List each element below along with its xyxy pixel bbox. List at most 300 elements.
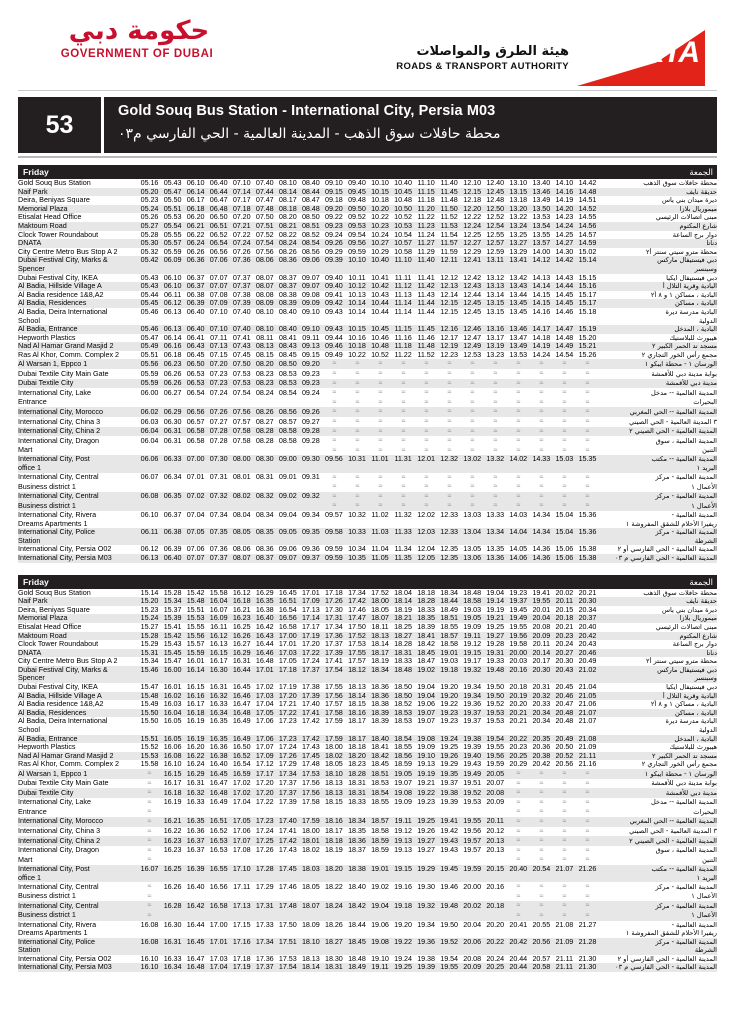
wavy-dash-icon: ≈≈	[447, 492, 451, 500]
spacer-cell	[392, 946, 415, 955]
spacer-cell	[530, 674, 553, 683]
departure-time: 19.38	[438, 788, 461, 798]
departure-time: 12.49	[461, 342, 484, 351]
stop-name-arabic: البادية مدرسة ديرة	[665, 717, 717, 726]
table-row	[18, 248, 717, 257]
departure-time: 19.52	[461, 788, 484, 798]
wavy-dash-icon: ≈≈	[562, 817, 567, 825]
table-row	[18, 325, 717, 334]
spacer-cell	[138, 317, 161, 326]
departure-time: 18.41	[371, 743, 389, 752]
spacer-cell	[253, 726, 276, 735]
wavy-dash-icon: ≈≈	[539, 883, 543, 891]
departure-time: 18.53	[392, 709, 415, 718]
departure-time: 17.02	[232, 778, 251, 788]
departure-time: 05.47	[140, 333, 159, 342]
spacer-cell	[161, 726, 184, 735]
departure-time: 13.49	[507, 342, 530, 351]
departure-time: 06.37	[186, 273, 205, 282]
departure-time: 20.14	[530, 649, 553, 658]
spacer-cell	[253, 911, 276, 921]
departure-time: 13.46	[530, 188, 553, 197]
table-row	[18, 231, 717, 240]
spacer-cell	[530, 482, 553, 492]
wavy-dash-icon: ≈≈	[562, 883, 567, 891]
departure-time: 07.20	[207, 359, 230, 369]
departure-time: 18.38	[345, 865, 368, 874]
spacer-cell	[161, 874, 184, 883]
wavy-dash-icon: ≈≈	[539, 770, 543, 777]
departure-time: 16.23	[230, 614, 253, 623]
table-row	[18, 649, 717, 658]
departure-time: 19.55	[486, 743, 505, 752]
departure-time: 15.38	[578, 545, 597, 554]
departure-time: 14.56	[576, 222, 599, 231]
departure-time: 06.10	[163, 273, 182, 282]
rta-logo	[396, 30, 713, 86]
spacer-cell	[230, 874, 253, 883]
departure-time: 09.26	[299, 407, 322, 417]
wavy-dash-icon: ≈≈	[147, 837, 152, 845]
departure-time: 14.00	[532, 247, 551, 256]
departure-time: 20.52	[553, 752, 576, 761]
departure-time: 16.27	[232, 640, 251, 649]
stop-name-english: International City, China 2	[18, 836, 138, 846]
table-row-continuation	[18, 265, 717, 274]
departure-time: 20.24	[486, 954, 505, 963]
wavy-dash-icon: ≈≈	[424, 446, 428, 454]
departure-time: 18.55	[440, 622, 458, 631]
wavy-dash-icon: ≈≈	[562, 408, 567, 416]
spacer-cell	[415, 537, 438, 546]
departure-time: 15.47	[140, 683, 159, 692]
departure-time: 20.12	[486, 826, 505, 836]
no-service-marker	[576, 436, 599, 446]
departure-time: 16.37	[184, 836, 207, 846]
departure-time: 06.31	[161, 427, 184, 437]
departure-time: 18.49	[345, 963, 368, 972]
departure-time: 16.52	[230, 752, 253, 761]
departure-time: 18.18	[417, 588, 435, 597]
departure-time: 09.41	[325, 290, 343, 299]
spacer-cell	[507, 674, 530, 683]
departure-time: 18.13	[368, 632, 391, 641]
departure-time: 18.02	[301, 845, 320, 855]
wavy-dash-icon: ≈≈	[539, 360, 543, 368]
departure-time: 13.35	[486, 545, 505, 554]
stop-name-arabic-cont: البريد ١	[599, 874, 717, 883]
no-service-marker	[415, 369, 438, 379]
spacer-cell	[299, 874, 322, 883]
table-row	[18, 511, 717, 520]
departure-time: 09.20	[322, 205, 345, 214]
departure-time: 16.05	[163, 717, 182, 726]
departure-time: 14.15	[532, 290, 551, 299]
departure-time: 19.41	[532, 588, 551, 597]
spacer-cell	[553, 446, 576, 456]
departure-time: 19.13	[392, 836, 415, 846]
departure-time: 09.32	[299, 492, 322, 502]
spacer-cell	[299, 674, 322, 683]
spacer-cell	[276, 874, 299, 883]
departure-time: 19.27	[484, 632, 507, 641]
departure-time: 07.40	[255, 179, 274, 187]
spacer-cell	[392, 537, 415, 546]
table-row	[18, 963, 717, 972]
spacer-cell	[484, 892, 507, 902]
wavy-dash-icon: ≈≈	[332, 437, 336, 445]
spacer-cell	[415, 265, 438, 274]
departure-time: 13.36	[484, 554, 507, 563]
departure-time: 16.11	[210, 622, 228, 631]
departure-time: 20.21	[507, 709, 530, 718]
departure-time: 19.12	[463, 640, 482, 649]
departure-time: 17.25	[253, 836, 276, 846]
departure-time: 12.24	[461, 222, 484, 231]
departure-time: 06.27	[163, 388, 182, 397]
departure-time: 14.06	[507, 554, 530, 563]
departure-time: 07.35	[207, 528, 230, 537]
spacer-cell	[415, 446, 438, 456]
wavy-dash-icon: ≈≈	[447, 389, 451, 397]
departure-time: 21.11	[555, 954, 573, 963]
departure-time: 06.35	[161, 492, 184, 502]
departure-time: 21.30	[576, 963, 599, 972]
departure-time: 16.31	[161, 938, 184, 947]
stop-name-arabic-cont: وسبنسر	[599, 265, 717, 274]
no-service-marker	[392, 473, 415, 483]
departure-time: 09.02	[276, 492, 299, 502]
wavy-dash-icon: ≈≈	[401, 408, 405, 416]
departure-time: 16.21	[161, 817, 184, 827]
spacer-cell	[230, 911, 253, 921]
departure-time: 17.20	[301, 640, 320, 649]
departure-time: 18.50	[392, 692, 415, 701]
spacer-cell	[415, 464, 438, 473]
spacer-cell	[276, 537, 299, 546]
departure-time: 16.33	[209, 700, 228, 709]
stop-name-arabic: شارع المكتوم	[599, 222, 717, 231]
wavy-dash-icon: ≈≈	[332, 379, 336, 387]
table-row	[18, 798, 717, 808]
departure-time: 09.40	[322, 282, 345, 291]
departure-time: 17.26	[322, 597, 345, 606]
spacer-cell	[161, 674, 184, 683]
departure-time: 18.25	[394, 622, 412, 631]
departure-time: 15.49	[140, 700, 159, 709]
spacer-cell	[461, 482, 484, 492]
departure-time: 05.50	[163, 196, 182, 205]
no-service-marker	[345, 473, 368, 483]
departure-time: 19.03	[463, 605, 482, 614]
no-service-marker	[415, 492, 438, 502]
spacer-cell	[438, 464, 461, 473]
wavy-dash-icon: ≈≈	[378, 446, 382, 454]
departure-time: 16.23	[161, 836, 184, 846]
rta-monogram: RTA	[643, 36, 699, 69]
departure-time: 16.26	[163, 882, 182, 891]
spacer-cell	[184, 946, 207, 955]
departure-time: 07.27	[209, 417, 228, 426]
stop-name-arabic: الورسان ١ - محطة ايبكو ١	[599, 359, 717, 369]
no-service-marker	[322, 492, 345, 502]
stop-name-english: Nad Al Hamar Grand Masjid 2	[18, 752, 138, 761]
departure-time: 10.48	[368, 342, 391, 351]
departure-time: 08.37	[253, 554, 276, 563]
departure-time: 08.00	[230, 455, 253, 464]
departure-time: 14.42	[553, 256, 576, 265]
departure-time: 15.45	[161, 649, 184, 658]
departure-time: 12.14	[440, 290, 458, 299]
departure-time: 09.40	[348, 179, 366, 187]
departure-time: 20.54	[530, 865, 553, 874]
wavy-dash-icon: ≈≈	[539, 408, 543, 416]
departure-time: 14.47	[553, 325, 576, 334]
departure-time: 17.17	[301, 622, 320, 631]
wavy-dash-icon: ≈≈	[401, 483, 405, 491]
departure-time: 12.15	[440, 307, 458, 316]
spacer-cell	[230, 726, 253, 735]
departure-time: 17.41	[278, 826, 297, 836]
wavy-dash-icon: ≈≈	[585, 418, 590, 426]
table-row-continuation	[18, 807, 717, 817]
departure-time: 17.37	[276, 788, 299, 798]
no-service-marker	[576, 882, 599, 892]
departure-time: 20.56	[555, 760, 574, 769]
spacer-cell	[253, 929, 276, 938]
wavy-dash-icon: ≈≈	[493, 398, 497, 406]
departure-time: 07.28	[207, 427, 230, 437]
departure-time: 20.21	[509, 717, 528, 726]
departure-time: 13.16	[484, 325, 507, 334]
spacer-cell	[230, 946, 253, 955]
departure-time: 18.39	[417, 622, 435, 631]
departure-time: 08.37	[278, 273, 297, 282]
departure-time: 19.10	[415, 752, 438, 761]
departure-time: 19.27	[415, 836, 438, 846]
departure-time: 07.53	[230, 379, 253, 389]
departure-time: 15.37	[163, 605, 182, 614]
wavy-dash-icon: ≈≈	[355, 389, 359, 397]
departure-time: 20.00	[507, 649, 530, 658]
spacer-cell	[553, 911, 576, 921]
spacer-cell	[438, 946, 461, 955]
departure-time: 11.14	[392, 299, 415, 308]
wavy-dash-icon: ≈≈	[332, 408, 336, 416]
wavy-dash-icon: ≈≈	[585, 483, 590, 491]
departure-time: 19.07	[417, 717, 435, 726]
departure-time: 10.10	[371, 179, 389, 187]
departure-time: 18.13	[348, 683, 366, 692]
spacer-cell	[368, 537, 391, 546]
table-row	[18, 882, 717, 892]
spacer-cell	[276, 464, 299, 473]
wavy-dash-icon: ≈≈	[516, 827, 520, 835]
table-row	[18, 274, 717, 283]
spacer-cell	[576, 855, 599, 865]
departure-time: 18.02	[322, 752, 345, 761]
spacer-cell	[253, 520, 276, 529]
stop-name-arabic: محطة حافلات سوق الذهب	[643, 588, 717, 597]
departure-time: 18.10	[299, 938, 322, 947]
wavy-dash-icon: ≈≈	[585, 789, 590, 797]
departure-time: 08.26	[278, 247, 297, 256]
departure-time: 16.48	[184, 963, 207, 972]
spacer-cell	[461, 929, 484, 938]
departure-time: 12.47	[463, 333, 482, 342]
departure-time: 11.01	[368, 455, 391, 464]
departure-time: 18.04	[394, 588, 412, 597]
wavy-dash-icon: ≈≈	[447, 418, 451, 426]
departure-time: 18.45	[345, 938, 368, 947]
departure-time: 06.36	[184, 256, 207, 265]
departure-time: 19.39	[440, 797, 458, 807]
departure-time: 19.37	[440, 778, 458, 788]
wavy-dash-icon: ≈≈	[470, 408, 474, 416]
wavy-dash-icon: ≈≈	[493, 473, 497, 481]
spacer-cell	[184, 807, 207, 817]
departure-time: 17.06	[255, 717, 274, 726]
departure-time: 13.40	[532, 179, 551, 187]
departure-time: 09.45	[345, 188, 368, 197]
departure-time: 17.48	[276, 901, 299, 911]
spacer-cell	[553, 398, 576, 408]
departure-time: 07.53	[232, 369, 251, 378]
departure-time: 18.45	[371, 760, 389, 769]
departure-time: 14.19	[530, 342, 553, 351]
wavy-dash-icon: ≈≈	[516, 389, 520, 397]
departure-time: 06.34	[163, 472, 182, 482]
wavy-dash-icon: ≈≈	[539, 902, 543, 910]
departure-time: 20.09	[486, 797, 505, 807]
departure-time: 20.23	[553, 632, 576, 641]
stop-name-english-cont: School	[18, 726, 40, 735]
departure-time: 16.45	[232, 683, 251, 692]
departure-time: 13.18	[509, 196, 528, 205]
departure-time: 15.21	[576, 342, 599, 351]
departure-time: 05.45	[138, 299, 161, 308]
departure-time: 18.28	[415, 597, 438, 606]
wavy-dash-icon: ≈≈	[585, 379, 590, 387]
departure-time: 17.17	[253, 769, 276, 779]
wavy-dash-icon: ≈≈	[585, 911, 590, 919]
wavy-dash-icon: ≈≈	[539, 779, 543, 787]
spacer-cell	[576, 537, 599, 546]
wavy-dash-icon: ≈≈	[493, 437, 497, 445]
no-service-marker	[392, 427, 415, 437]
departure-time: 21.11	[553, 963, 576, 972]
route-title-block	[104, 97, 717, 153]
departure-time: 17.55	[345, 649, 368, 658]
spacer-cell	[438, 482, 461, 492]
departure-time: 17.30	[325, 605, 343, 614]
departure-time: 19.35	[438, 769, 461, 779]
departure-time: 20.22	[507, 735, 530, 744]
departure-time: 14.24	[553, 222, 576, 231]
spacer-cell	[484, 482, 507, 492]
departure-time: 18.09	[301, 920, 320, 929]
wavy-dash-icon: ≈≈	[355, 379, 359, 387]
departure-time: 16.26	[230, 632, 253, 641]
wavy-dash-icon: ≈≈	[585, 398, 590, 406]
wavy-dash-icon: ≈≈	[539, 817, 543, 825]
departure-time: 20.16	[486, 882, 505, 891]
no-service-marker	[576, 427, 599, 437]
departure-time: 09.24	[325, 230, 343, 239]
departure-time: 16.43	[253, 632, 276, 641]
departure-time: 10.53	[392, 222, 415, 231]
departure-time: 11.43	[417, 290, 435, 299]
departure-time: 16.47	[232, 700, 251, 709]
departure-time: 20.06	[461, 938, 484, 947]
departure-time: 18.58	[371, 826, 389, 836]
departure-time: 12.12	[440, 273, 458, 282]
departure-time: 18.45	[415, 649, 438, 658]
departure-time: 07.13	[207, 342, 230, 351]
departure-time: 13.25	[509, 230, 528, 239]
spacer-cell	[207, 265, 230, 274]
spacer-cell	[184, 520, 207, 529]
spacer-cell	[322, 317, 345, 326]
departure-time: 12.57	[484, 239, 507, 248]
departure-time: 11.35	[392, 554, 415, 563]
departure-time: 16.52	[209, 826, 228, 836]
departure-time: 15.29	[140, 640, 159, 649]
departure-time: 07.10	[209, 307, 228, 316]
departure-time: 08.40	[301, 179, 320, 187]
departure-time: 10.14	[345, 299, 368, 308]
spacer-cell	[368, 398, 391, 408]
departure-time: 07.36	[209, 545, 228, 554]
stop-name-english: Al Badia, Hillside Village A	[18, 692, 138, 701]
departure-time: 16.28	[161, 901, 184, 911]
departure-time: 08.38	[278, 290, 297, 299]
departure-time: 12.17	[440, 333, 458, 342]
spacer-cell	[368, 892, 391, 902]
departure-time: 11.12	[392, 282, 415, 291]
table-row	[18, 955, 717, 964]
departure-time: 18.39	[371, 717, 389, 726]
departure-time: 12.03	[415, 528, 438, 537]
departure-time: 17.57	[348, 657, 366, 666]
wavy-dash-icon: ≈≈	[447, 437, 451, 445]
wavy-dash-icon: ≈≈	[562, 360, 567, 368]
no-service-marker	[345, 417, 368, 427]
departure-time: 15.56	[184, 632, 207, 641]
departure-time: 16.15	[161, 769, 184, 779]
departure-time: 06.13	[161, 325, 184, 334]
no-service-marker	[345, 369, 368, 379]
departure-time: 19.05	[461, 614, 484, 623]
spacer-cell	[461, 446, 484, 456]
departure-time: 16.53	[209, 845, 228, 855]
wavy-dash-icon: ≈≈	[401, 492, 405, 500]
no-service-marker	[438, 436, 461, 446]
stop-name-english-cont: Mart	[18, 855, 33, 864]
departure-time: 13.27	[507, 239, 530, 248]
departure-time: 19.32	[461, 666, 484, 675]
spacer-cell	[438, 892, 461, 902]
no-service-marker	[345, 427, 368, 437]
departure-time: 14.27	[553, 239, 576, 248]
departure-time: 17.47	[345, 614, 368, 623]
departure-time: 18.40	[348, 882, 366, 891]
spacer-cell	[438, 317, 461, 326]
departure-time: 09.31	[301, 472, 320, 482]
departure-time: 14.05	[509, 545, 528, 554]
departure-time: 12.29	[463, 247, 482, 256]
departure-time: 17.26	[276, 752, 299, 761]
